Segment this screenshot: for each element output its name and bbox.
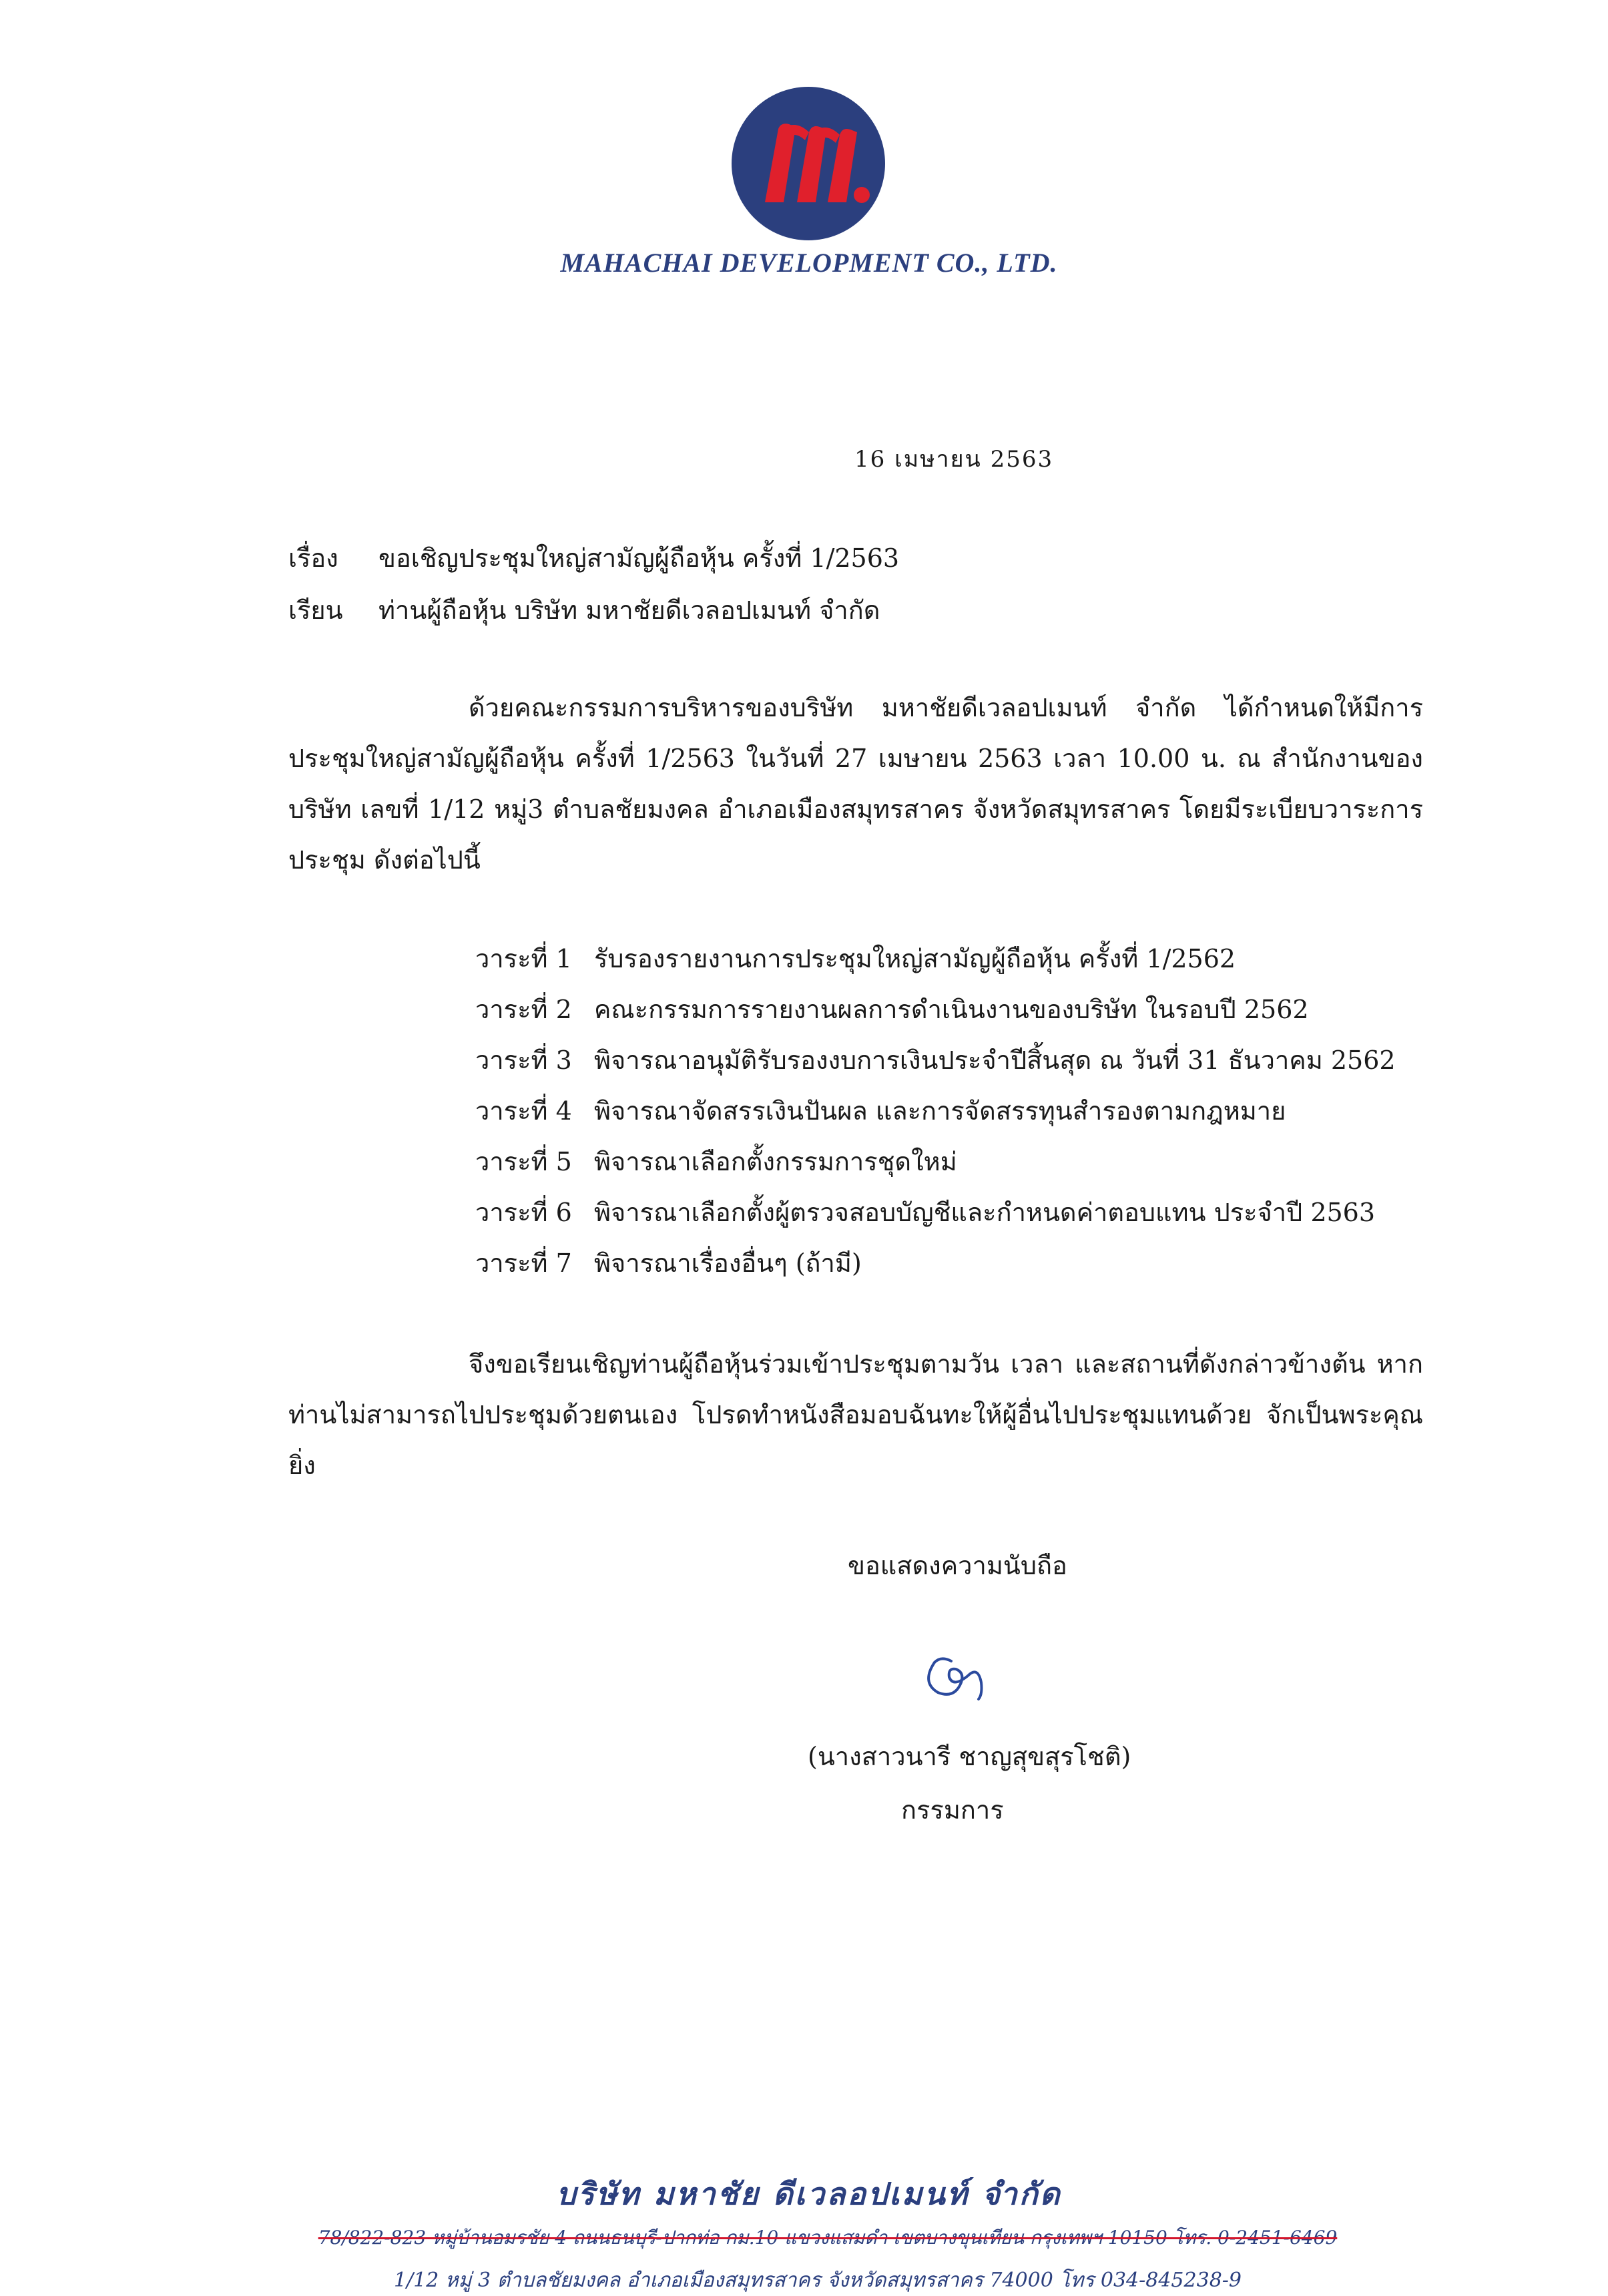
agenda-list [475, 933, 1477, 1289]
agenda-number: วาระที่ 4 [475, 1096, 572, 1126]
body-closing-paragraph: จึงขอเรียนเชิญท่านผู้ถือหุ้นร่วมเข้าประชุมตามวัน เวลา และสถานที่ดังกล่าวข้างต้น หากท่านไม่สามารถไปประชุมด้วยตนเอง โปรดทำหนังสือมอบฉันทะให้ผู้อื่นไปประชุมแทนด้วย จักเป็นพระคุณยิ่ง [288, 1349, 1423, 1480]
agenda-text: พิจารณาเลือกตั้งกรรมการชุดใหม่ [594, 1147, 957, 1176]
agenda-number: วาระที่ 6 [475, 1198, 572, 1227]
agenda-text: คณะกรรมการรายงานผลการดำเนินงานของบริษัท ในรอบปี 2562 [594, 995, 1309, 1024]
subject-text: ขอเชิญประชุมใหญ่สามัญผู้ถือหุ้น ครั้งที่ 1/2563 [378, 543, 900, 573]
addressee-label: เรียน [288, 596, 343, 625]
agenda-text: พิจารณาเรื่องอื่นๆ (ถ้ามี) [594, 1248, 862, 1278]
body-intro-paragraph: ด้วยคณะกรรมการบริหารของบริษัท มหาชัยดีเวลอปเมนท์ จำกัด ได้กำหนดให้มีการประชุมใหญ่สามัญผู้ถือหุ้น ครั้งที่ 1/2563 ในวันที่ 27 เมษายน 2563 เวลา 10.00 น. ณ สำนักงานของบริษัท เลขที่ 1/12 หมู่3 ตำบลชัยมงคล อำเภอเมืองสมุทรสาคร จังหวัดสมุทรสาคร โดยมีระเบียบวาระการประชุม ดังต่อไปนี้ [288, 693, 1423, 875]
agenda-text: พิจารณาเลือกตั้งผู้ตรวจสอบบัญชีและกำหนดค่าตอบแทน ประจำปี 2563 [594, 1198, 1376, 1227]
agenda-text: รับรองรายงานการประชุมใหญ่สามัญผู้ถือหุ้น ครั้งที่ 1/2562 [594, 944, 1236, 973]
signer-name: (นางสาวนารี ชาญสุขสุรโชติ) [808, 1742, 1131, 1771]
agenda-item [475, 1238, 1477, 1289]
addressee-line [288, 590, 880, 630]
agenda-item [475, 1187, 1477, 1238]
company-logo [730, 85, 887, 242]
letter-date: 16 เมษายน 2563 [854, 446, 1054, 473]
company-name-english: MAHACHAI DEVELOPMENT CO., LTD. [560, 248, 1058, 278]
agenda-item [475, 1086, 1477, 1136]
agenda-text: พิจารณาอนุมัติรับรองงบการเงินประจำปีสิ้นสุด ณ วันที่ 31 ธันวาคม 2562 [594, 1046, 1396, 1075]
sign-off: ขอแสดงความนับถือ [848, 1551, 1067, 1580]
agenda-item [475, 1035, 1477, 1086]
agenda-item [475, 984, 1477, 1035]
agenda-number: วาระที่ 2 [475, 995, 572, 1024]
footer-new-address: 1/12 หมู่ 3 ตำบลชัยมงคล อำเภอเมืองสมุทรสาคร จังหวัดสมุทรสาคร 74000 โทร 034-845238-9 [394, 2269, 1242, 2292]
footer-company-name: บริษัท มหาชัย ดีเวลอปเมนท์ จำกัด [556, 2176, 1062, 2212]
agenda-number: วาระที่ 1 [475, 944, 572, 973]
addressee-text: ท่านผู้ถือหุ้น บริษัท มหาชัยดีเวลอปเมนท์ จำกัด [378, 596, 880, 625]
agenda-number: วาระที่ 5 [475, 1147, 572, 1176]
footer-old-address: 78/822-823 หมู่บ้านอมรชัย 4 ถนนธนบุรี-ปากท่อ กม.10 แขวงแสมดำ เขตบางขุนเทียน กรุงเทพฯ 10150 โทร. 0-2451-6469 [318, 2227, 1338, 2249]
agenda-number: วาระที่ 7 [475, 1248, 572, 1278]
subject-line [288, 537, 899, 578]
signer-position: กรรมการ [901, 1795, 1004, 1825]
agenda-text: พิจารณาจัดสรรเงินปันผล และการจัดสรรทุนสำรองตามกฎหมาย [594, 1096, 1286, 1126]
agenda-item [475, 933, 1477, 984]
signature-image [914, 1636, 1015, 1709]
agenda-item [475, 1136, 1477, 1187]
agenda-number: วาระที่ 3 [475, 1046, 572, 1075]
subject-label: เรื่อง [288, 543, 338, 573]
